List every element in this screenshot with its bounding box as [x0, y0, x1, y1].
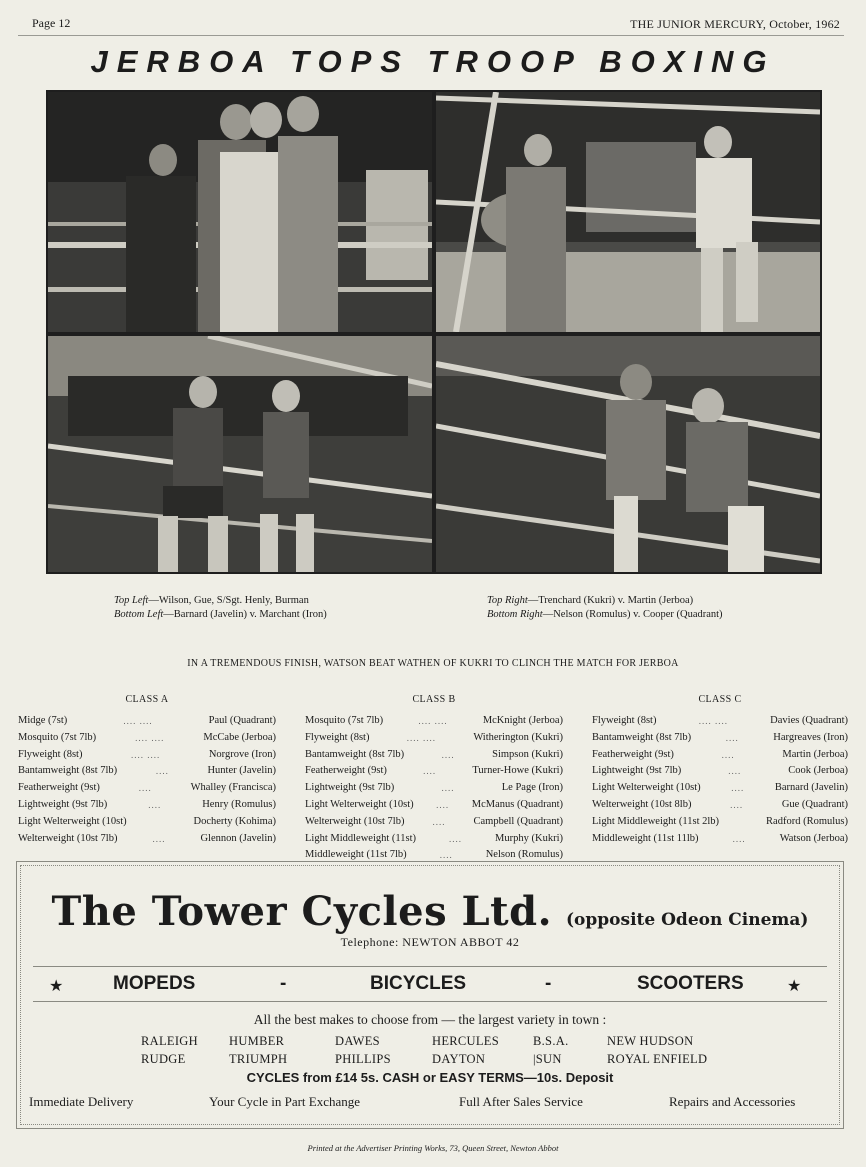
leader-dots: .... .... — [698, 716, 728, 726]
weight-class: Flyweight (8st) — [592, 715, 657, 726]
weight-class: Light Welterweight (10st) — [592, 782, 701, 794]
captions-left — [114, 594, 474, 622]
caption-top-left-label: Top Left — [114, 595, 149, 606]
leader-dots: .... — [152, 833, 166, 844]
leader-dots: .... — [730, 799, 744, 810]
printer-credit: Printed at the Advertiser Printing Works, 73, Queen Street, Newton Abbot — [307, 1143, 559, 1153]
result-row — [305, 763, 563, 780]
winner-name: Hargreaves (Iron) — [773, 731, 848, 743]
leader-dots: .... .... — [135, 732, 165, 743]
result-row — [305, 747, 563, 764]
caption-top-left: —Wilson, Gue, S/Sgt. Henly, Burman — [148, 595, 309, 606]
result-row — [18, 780, 276, 797]
winner-name: McKnight (Jerboa) — [482, 715, 563, 726]
photo-bottom-left — [48, 336, 432, 572]
winner-name: Davies (Quadrant) — [770, 715, 848, 726]
class-a-column — [18, 694, 276, 847]
category-separator: - — [545, 973, 552, 994]
winner-name: Cook (Jerboa) — [788, 765, 848, 777]
advert-company-name: The Tower Cycles Ltd. — [51, 888, 553, 935]
weight-class: Light Middleweight (11st) — [305, 832, 417, 844]
caption-bottom-right: —Nelson (Romulus) v. Cooper (Quadrant) — [542, 609, 723, 620]
result-row — [592, 747, 848, 764]
result-row — [305, 713, 563, 730]
leader-dots: .... — [441, 749, 455, 760]
winner-name: McManus (Quadrant) — [471, 798, 563, 810]
result-row — [305, 831, 563, 848]
advert-best-makes: All the best makes to choose from — the largest variety in town : — [253, 1012, 607, 1027]
result-row — [592, 730, 848, 747]
weight-class: Middleweight (11st 7lb) — [305, 849, 407, 861]
caption-top-right-label: Top Right — [487, 595, 528, 606]
result-row — [592, 763, 848, 780]
service-after-sales: Full After Sales Service — [459, 1094, 583, 1109]
weight-class: Featherweight (9st) — [18, 782, 100, 794]
advert-location: (opposite Odeon Cinema) — [566, 910, 809, 930]
caption-bottom-left: —Barnard (Javelin) v. Marchant (Iron) — [163, 609, 327, 620]
caption-bottom-right-label: Bottom Right — [487, 609, 543, 620]
caption-top-right: —Trenchard (Kukri) v. Martin (Jerboa) — [527, 595, 694, 606]
make: B.S.A. |SUN — [533, 1034, 569, 1066]
winner-name: Paul (Quadrant) — [208, 715, 276, 726]
leader-dots: .... — [728, 766, 742, 777]
header-rule — [18, 35, 844, 36]
leader-dots: .... — [148, 799, 162, 810]
winner-name: Norgrove (Iron) — [208, 748, 276, 760]
weight-class: Featherweight (9st) — [592, 748, 674, 760]
result-row — [18, 730, 276, 747]
category-separator: - — [280, 973, 287, 994]
leader-dots: .... — [725, 732, 739, 743]
result-row — [18, 763, 276, 780]
photo-top-left — [48, 92, 432, 332]
leader-dots: .... — [441, 783, 455, 794]
weight-class: Flyweight (8st) — [18, 748, 83, 760]
leader-dots: .... — [439, 850, 453, 861]
tower-cycles-advert — [16, 861, 844, 1129]
winner-name: Radford (Romulus) — [766, 815, 848, 827]
weight-class: Welterweight (10st 7lb) — [305, 815, 405, 827]
leader-dots: .... — [138, 783, 152, 794]
make: RALEIGH RUDGE — [141, 1034, 198, 1066]
winner-name: Turner-Howe (Kukri) — [472, 765, 563, 777]
advert-rule-bottom — [33, 1001, 827, 1002]
result-row — [18, 747, 276, 764]
advert-rule-top — [33, 966, 827, 967]
result-row — [305, 780, 563, 797]
leader-dots: .... — [155, 766, 169, 777]
advert-price: CYCLES from £14 5s. CASH or EASY TERMS—10s. Deposit — [246, 1070, 614, 1085]
weight-class: Bantamweight (8st 7lb) — [18, 765, 118, 777]
star-icon: ★ — [787, 978, 802, 995]
result-row — [592, 780, 848, 797]
winner-name: Nelson (Romulus) — [485, 849, 563, 861]
result-row — [18, 814, 276, 831]
winner-name: Le Page (Iron) — [501, 782, 563, 794]
winner-name: Henry (Romulus) — [202, 798, 276, 810]
advert-heading — [17, 888, 843, 935]
winner-name: Murphy (Kukri) — [495, 832, 563, 844]
winner-name: Martin (Jerboa) — [782, 748, 848, 760]
weight-class: Welterweight (10st 8lb) — [592, 798, 692, 810]
article-title: JERBOA TOPS TROOP BOXING — [90, 44, 776, 79]
category-mopeds: MOPEDS — [113, 973, 196, 994]
leader-dots: .... .... — [406, 732, 437, 743]
weight-class: Lightweight (9st 7lb) — [18, 798, 108, 810]
weight-class: Bantamweight (8st 7lb) — [305, 748, 405, 760]
winner-name: Glennon (Javelin) — [200, 832, 276, 844]
winner-name: Watson (Jerboa) — [779, 832, 848, 844]
winner-name: McCabe (Jerboa) — [203, 731, 276, 743]
result-row — [18, 713, 276, 730]
weight-class: Middleweight (11st 11lb) — [592, 832, 699, 844]
leader-dots: .... .... — [418, 716, 448, 726]
class-title: CLASS B — [412, 694, 456, 705]
weight-class: Welterweight (10st 7lb) — [18, 832, 118, 844]
result-row — [18, 831, 276, 848]
photo-grid — [46, 90, 822, 574]
leader-dots: .... — [731, 783, 745, 794]
make: DAWES PHILLIPS — [335, 1034, 391, 1066]
make: NEW HUDSON ROYAL ENFIELD — [607, 1034, 708, 1066]
leader-dots: .... — [732, 833, 746, 844]
winner-name: Docherty (Kohima) — [193, 815, 276, 827]
service-part-exchange: Your Cycle in Part Exchange — [209, 1094, 361, 1109]
weight-class: Mosquito (7st 7lb) — [305, 715, 384, 726]
result-row — [592, 814, 848, 831]
service-repairs: Repairs and Accessories — [669, 1094, 796, 1109]
captions-right — [487, 594, 847, 622]
winner-name: Hunter (Javelin) — [207, 765, 276, 777]
class-title: CLASS A — [125, 694, 169, 705]
weight-class: Featherweight (9st) — [305, 765, 387, 777]
weight-class: Light Welterweight (10st) — [18, 815, 127, 827]
leader-dots: .... — [449, 833, 463, 844]
class-title: CLASS C — [698, 694, 742, 705]
category-bicycles: BICYCLES — [370, 973, 467, 994]
weight-class: Light Middleweight (11st 2lb) — [592, 815, 720, 827]
weight-class: Mosquito (7st 7lb) — [18, 731, 97, 743]
make: HERCULES DAYTON — [432, 1034, 499, 1066]
class-c-column — [592, 694, 848, 847]
leader-dots: .... .... — [131, 749, 161, 760]
result-row — [305, 814, 563, 831]
photo-top-right — [436, 92, 820, 332]
page-number: Page 12 — [32, 16, 71, 30]
winner-name: Simpson (Kukri) — [492, 748, 563, 760]
result-row — [592, 831, 848, 848]
weight-class: Lightweight (9st 7lb) — [305, 782, 395, 794]
publication-line: THE JUNIOR MERCURY, October, 1962 — [630, 17, 840, 31]
leader-dots: .... .... — [123, 716, 153, 726]
result-row — [305, 797, 563, 814]
winner-name: Campbell (Quadrant) — [473, 815, 563, 827]
winner-name: Whalley (Francisca) — [190, 782, 276, 794]
weight-class: Midge (7st) — [18, 715, 68, 726]
class-b-column — [305, 694, 563, 864]
star-icon: ★ — [49, 978, 64, 995]
leader-dots: .... — [721, 749, 735, 760]
result-row — [305, 730, 563, 747]
photo-bottom-right — [436, 336, 820, 572]
weight-class: Lightweight (9st 7lb) — [592, 765, 682, 777]
leader-dots — [133, 814, 188, 831]
result-row — [592, 797, 848, 814]
leader-dots: .... — [436, 799, 450, 810]
leader-dots: .... — [423, 766, 437, 777]
leader-dots: .... — [432, 816, 446, 827]
winner-name: Witherington (Kukri) — [473, 731, 563, 743]
service-delivery: Immediate Delivery — [29, 1094, 134, 1109]
leader-dots — [725, 814, 760, 831]
result-row — [18, 797, 276, 814]
weight-class: Bantamweight (8st 7lb) — [592, 731, 692, 743]
advert-categories — [17, 973, 843, 1001]
weight-class: Light Welterweight (10st) — [305, 798, 414, 810]
advert-telephone: Telephone: NEWTON ABBOT 42 — [340, 935, 520, 949]
weight-class: Flyweight (8st) — [305, 731, 370, 743]
category-scooters: SCOOTERS — [637, 973, 744, 994]
caption-bottom-left-label: Bottom Left — [114, 609, 164, 620]
winner-name: Barnard (Javelin) — [774, 782, 848, 794]
result-row — [592, 713, 848, 730]
winner-name: Gue (Quadrant) — [781, 798, 848, 810]
result-headline: IN A TREMENDOUS FINISH, WATSON BEAT WATHEN OF KUKRI TO CLINCH THE MATCH FOR JERBOA — [187, 658, 679, 669]
make: HUMBER TRIUMPH — [229, 1034, 288, 1066]
